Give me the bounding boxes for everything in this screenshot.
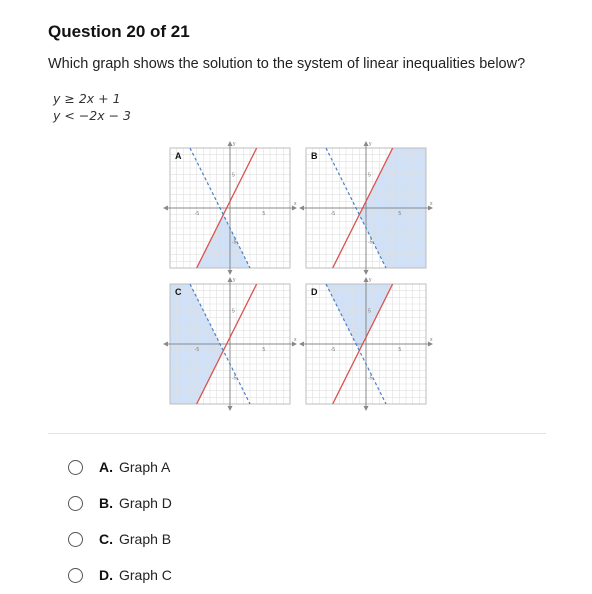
tick-label: 5 [232,172,235,179]
option-text: Graph D [119,495,172,511]
question-prompt: Which graph shows the solution to the system of linear inequalities below? [48,56,526,72]
x-axis-label: x [430,201,433,207]
y-axis-arrow [228,141,233,146]
inequality-1: y ≥ 2x + 1 [53,91,121,106]
y-axis-label: y [369,141,372,147]
tick-label: -5 [194,211,200,217]
tick-label: 5 [232,308,235,315]
x-axis-arrow [299,206,304,211]
tick-label: -5 [232,239,237,246]
tick-label: 5 [368,308,371,315]
graph-label: C [175,287,182,297]
graph-label: A [175,151,182,161]
y-axis-label: y [233,277,236,283]
y-axis-label: y [369,277,372,283]
option-letter: A. [99,459,113,475]
option-a[interactable] [68,455,170,479]
option-b[interactable] [68,491,172,515]
radio-button[interactable] [68,532,83,547]
x-axis-arrow [163,342,168,347]
question-header: Question 20 of 21 [48,22,190,41]
x-axis-label: x [294,201,297,207]
y-axis-arrow [364,277,369,282]
graph-label: D [311,287,318,297]
graph-label: B [311,151,318,161]
tick-label: -5 [368,239,373,246]
tick-label: 5 [398,211,402,217]
tick-label: -5 [194,347,200,353]
tick-label: -5 [330,347,336,353]
divider [48,433,546,434]
y-axis-arrow [228,277,233,282]
option-text: Graph B [119,531,172,547]
radio-button[interactable] [68,568,83,583]
tick-label: 5 [262,211,266,217]
option-letter: B. [99,495,113,511]
y-axis-label: y [233,141,236,147]
x-axis-label: x [430,337,433,343]
tick-label: -5 [232,375,237,382]
option-text: Graph A [119,459,171,475]
y-axis-arrow [364,406,369,411]
option-d[interactable] [68,563,172,587]
y-axis-arrow [228,406,233,411]
y-axis-arrow [364,141,369,146]
x-axis-label: x [294,337,297,343]
tick-label: 5 [262,347,266,353]
tick-label: -5 [368,375,373,382]
tick-label: 5 [398,347,402,353]
x-axis-arrow [163,206,168,211]
option-letter: D. [99,567,113,583]
option-letter: C. [99,531,113,547]
radio-button[interactable] [68,496,83,511]
option-text: Graph C [119,567,172,583]
x-axis-arrow [299,342,304,347]
y-axis-arrow [364,270,369,275]
inequality-2: y < −2x − 3 [53,108,132,123]
tick-label: 5 [368,172,371,179]
tick-label: -5 [330,211,336,217]
y-axis-arrow [228,270,233,275]
radio-button[interactable] [68,460,83,475]
option-c[interactable] [68,527,171,551]
